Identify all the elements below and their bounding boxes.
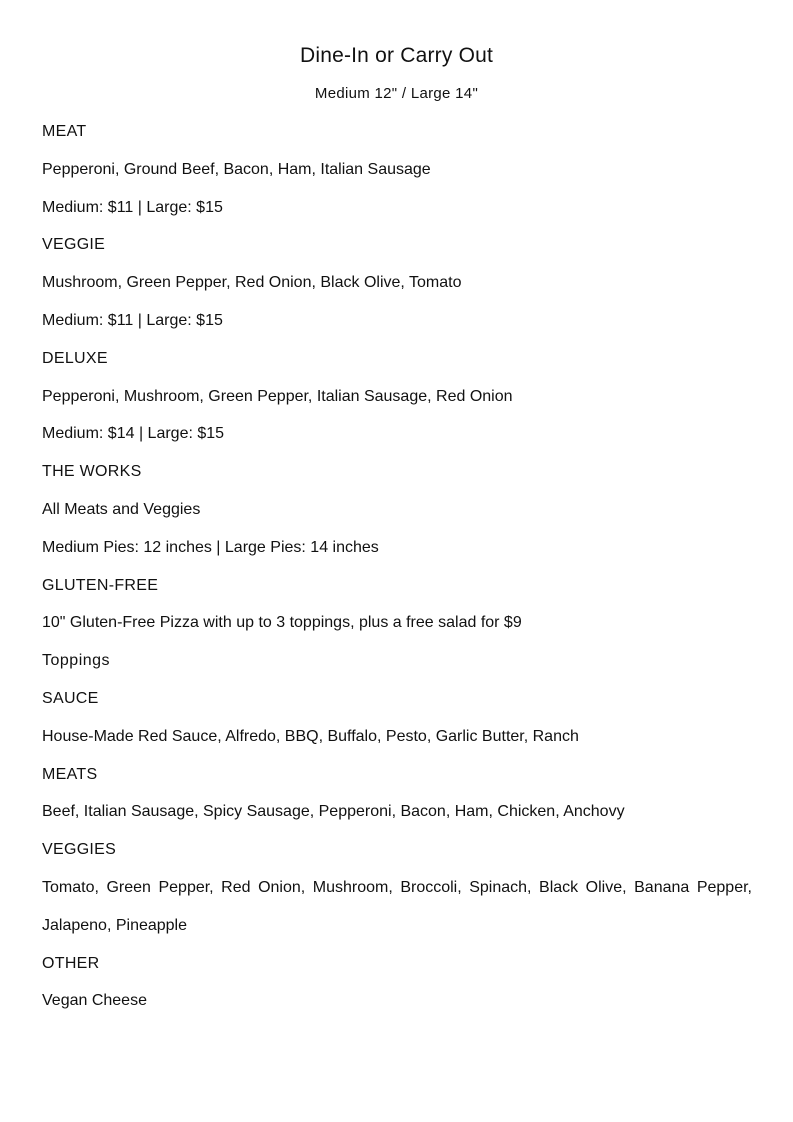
topping-group-sauce: SAUCE [42,689,99,707]
topping-items-veggies-line1: Tomato, Green Pepper, Red Onion, Mushroom, Broccoli, Spinach, Black Olive, Banana Pepper, [42,878,752,896]
topping-items-sauce: House-Made Red Sauce, Alfredo, BBQ, Buffalo, Pesto, Garlic Butter, Ranch [42,727,579,745]
topping-group-veggies: VEGGIES [42,841,117,859]
pizza-desc-meat: Pepperoni, Ground Beef, Bacon, Ham, Italian Sausage [42,160,431,178]
pizza-price-meat: Medium: $11 | Large: $15 [42,198,223,216]
pizza-desc-gluten-free: 10" Gluten-Free Pizza with up to 3 toppings, plus a free salad for $9 [42,614,522,632]
page-title: Dine-In or Carry Out [299,44,494,67]
size-subtitle: Medium 12" / Large 14" [314,85,479,102]
topping-items-meats: Beef, Italian Sausage, Spicy Sausage, Pepperoni, Bacon, Ham, Chicken, Anchovy [42,803,625,821]
pizza-name-the-works: THE WORKS [42,463,142,481]
pizza-price-deluxe: Medium: $14 | Large: $15 [42,425,225,443]
pizza-name-meat: MEAT [42,123,87,140]
pizza-desc-the-works: All Meats and Veggies [42,500,201,518]
toppings-title: Toppings [42,652,111,670]
pizza-name-veggie: VEGGIE [42,236,106,254]
topping-items-veggies-line2: Jalapeno, Pineapple [42,916,188,934]
menu-body [42,122,752,1029]
pizza-price-veggie: Medium: $11 | Large: $15 [42,311,223,329]
pizza-price-the-works: Medium Pies: 12 inches | Large Pies: 14 inches [42,538,379,556]
pizza-desc-deluxe: Pepperoni, Mushroom, Green Pepper, Italian Sausage, Red Onion [42,387,513,405]
pizza-name-gluten-free: GLUTEN-FREE [42,576,159,594]
pizza-name-deluxe: DELUXE [42,349,108,367]
topping-group-other: OTHER [42,954,100,972]
pizza-desc-veggie: Mushroom, Green Pepper, Red Onion, Black Olive, Tomato [42,274,462,292]
topping-group-meats: MEATS [42,765,98,783]
topping-items-other: Vegan Cheese [42,992,147,1010]
